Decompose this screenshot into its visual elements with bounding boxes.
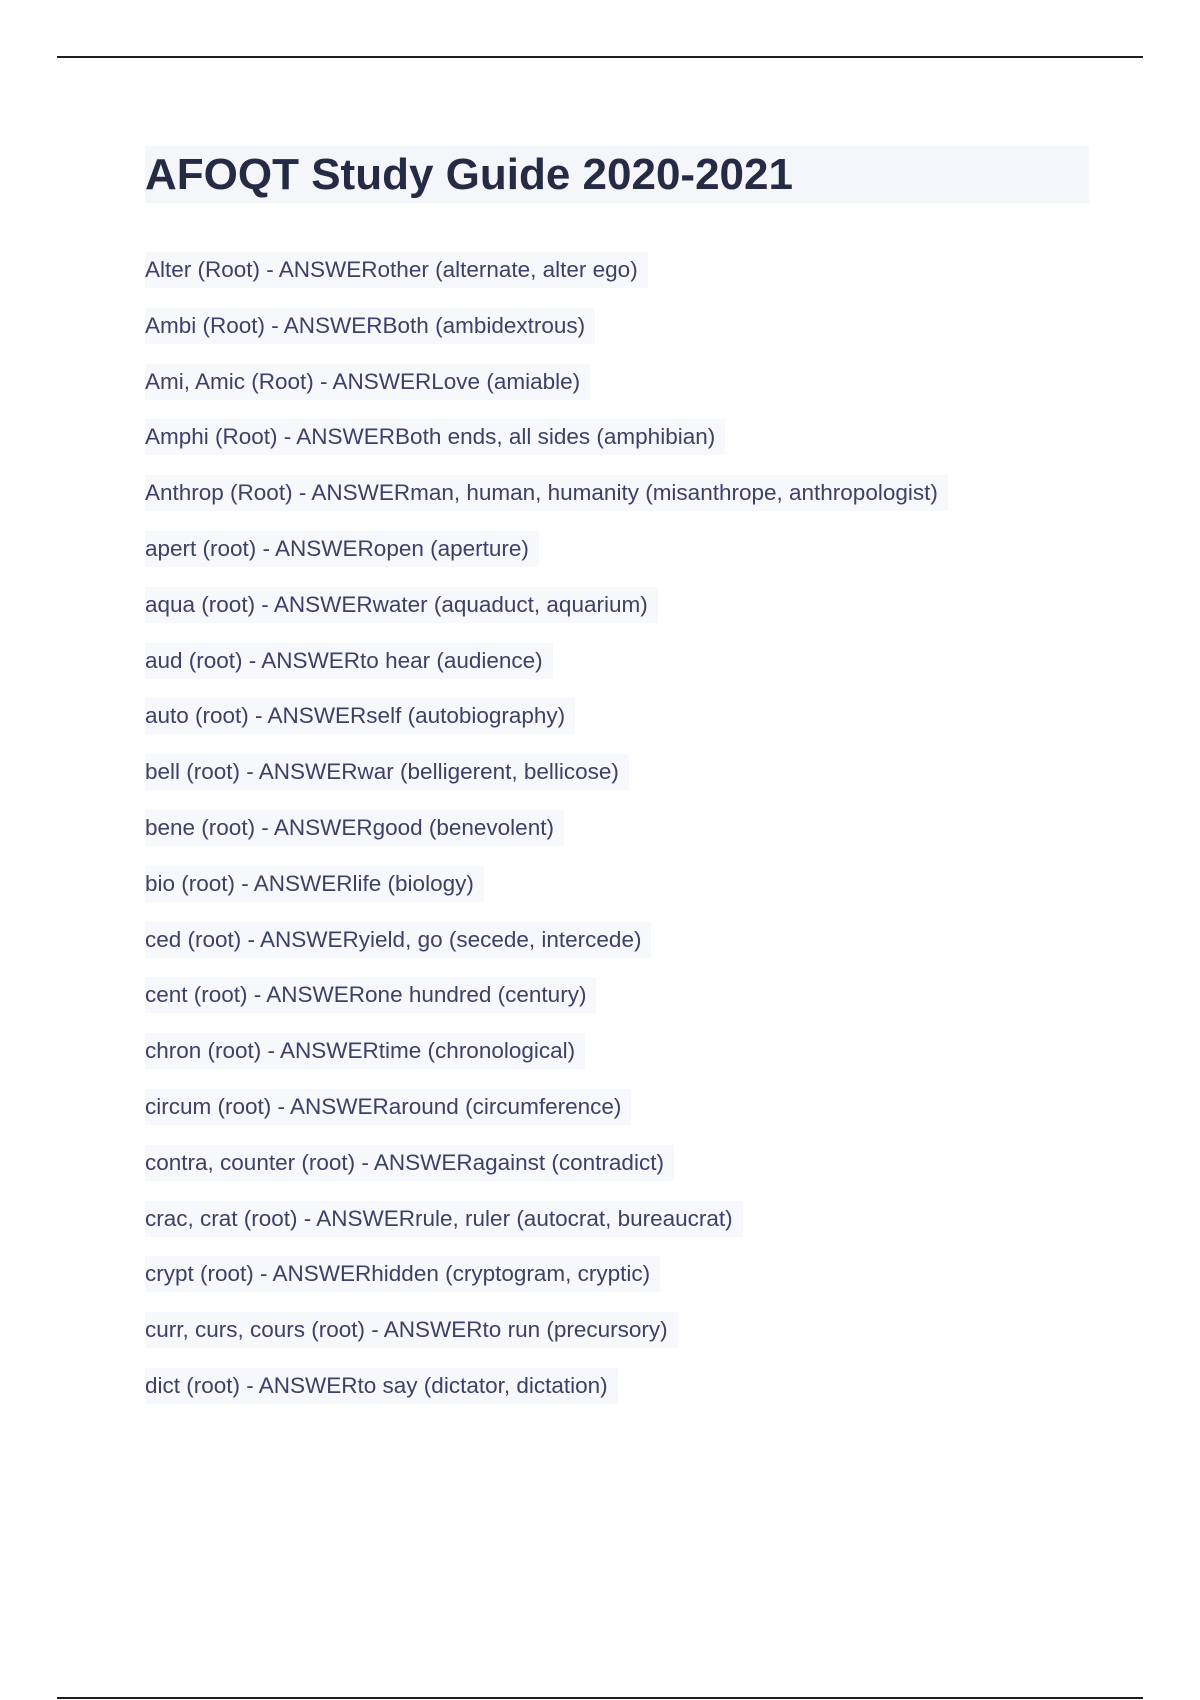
- entry-text: Ami, Amic (Root) - ANSWERLove (amiable): [145, 364, 590, 400]
- entry-text: Amphi (Root) - ANSWERBoth ends, all sides (amphibian): [145, 419, 725, 455]
- entry-text: aqua (root) - ANSWERwater (aquaduct, aquarium): [145, 587, 658, 623]
- list-item: [145, 1312, 948, 1368]
- entry-text: auto (root) - ANSWERself (autobiography): [145, 698, 575, 734]
- list-item: [145, 1033, 948, 1089]
- entry-text: crypt (root) - ANSWERhidden (cryptogram, cryptic): [145, 1256, 660, 1292]
- entry-text: Alter (Root) - ANSWERother (alternate, alter ego): [145, 252, 648, 288]
- list-item: [145, 1368, 948, 1424]
- entry-text: contra, counter (root) - ANSWERagainst (contradict): [145, 1145, 674, 1181]
- entry-text: cent (root) - ANSWERone hundred (century): [145, 977, 596, 1013]
- entry-text: chron (root) - ANSWERtime (chronological): [145, 1033, 585, 1069]
- list-item: [145, 922, 948, 978]
- list-item: [145, 531, 948, 587]
- entry-list: [145, 252, 948, 1424]
- entry-text: ced (root) - ANSWERyield, go (secede, intercede): [145, 922, 651, 958]
- list-item: [145, 1089, 948, 1145]
- entry-text: circum (root) - ANSWERaround (circumference): [145, 1089, 631, 1125]
- entry-text: aud (root) - ANSWERto hear (audience): [145, 643, 553, 679]
- entry-text: curr, curs, cours (root) - ANSWERto run (precursory): [145, 1312, 678, 1348]
- list-item: [145, 977, 948, 1033]
- entry-text: crac, crat (root) - ANSWERrule, ruler (autocrat, bureaucrat): [145, 1201, 743, 1237]
- list-item: [145, 643, 948, 699]
- list-item: [145, 587, 948, 643]
- bottom-rule: [57, 1697, 1143, 1699]
- top-rule: [57, 56, 1143, 58]
- entry-text: Anthrop (Root) - ANSWERman, human, humanity (misanthrope, anthropologist): [145, 475, 948, 511]
- entry-text: dict (root) - ANSWERto say (dictator, dictation): [145, 1368, 618, 1404]
- list-item: [145, 252, 948, 308]
- entry-text: Ambi (Root) - ANSWERBoth (ambidextrous): [145, 308, 595, 344]
- list-item: [145, 475, 948, 531]
- list-item: [145, 1256, 948, 1312]
- entry-text: apert (root) - ANSWERopen (aperture): [145, 531, 539, 567]
- list-item: [145, 866, 948, 922]
- entry-text: bio (root) - ANSWERlife (biology): [145, 866, 484, 902]
- list-item: [145, 810, 948, 866]
- entry-text: bell (root) - ANSWERwar (belligerent, bellicose): [145, 754, 629, 790]
- list-item: [145, 1201, 948, 1257]
- list-item: [145, 419, 948, 475]
- list-item: [145, 308, 948, 364]
- list-item: [145, 364, 948, 420]
- list-item: [145, 754, 948, 810]
- page-title: AFOQT Study Guide 2020-2021: [145, 150, 793, 199]
- entry-text: bene (root) - ANSWERgood (benevolent): [145, 810, 564, 846]
- list-item: [145, 698, 948, 754]
- list-item: [145, 1145, 948, 1201]
